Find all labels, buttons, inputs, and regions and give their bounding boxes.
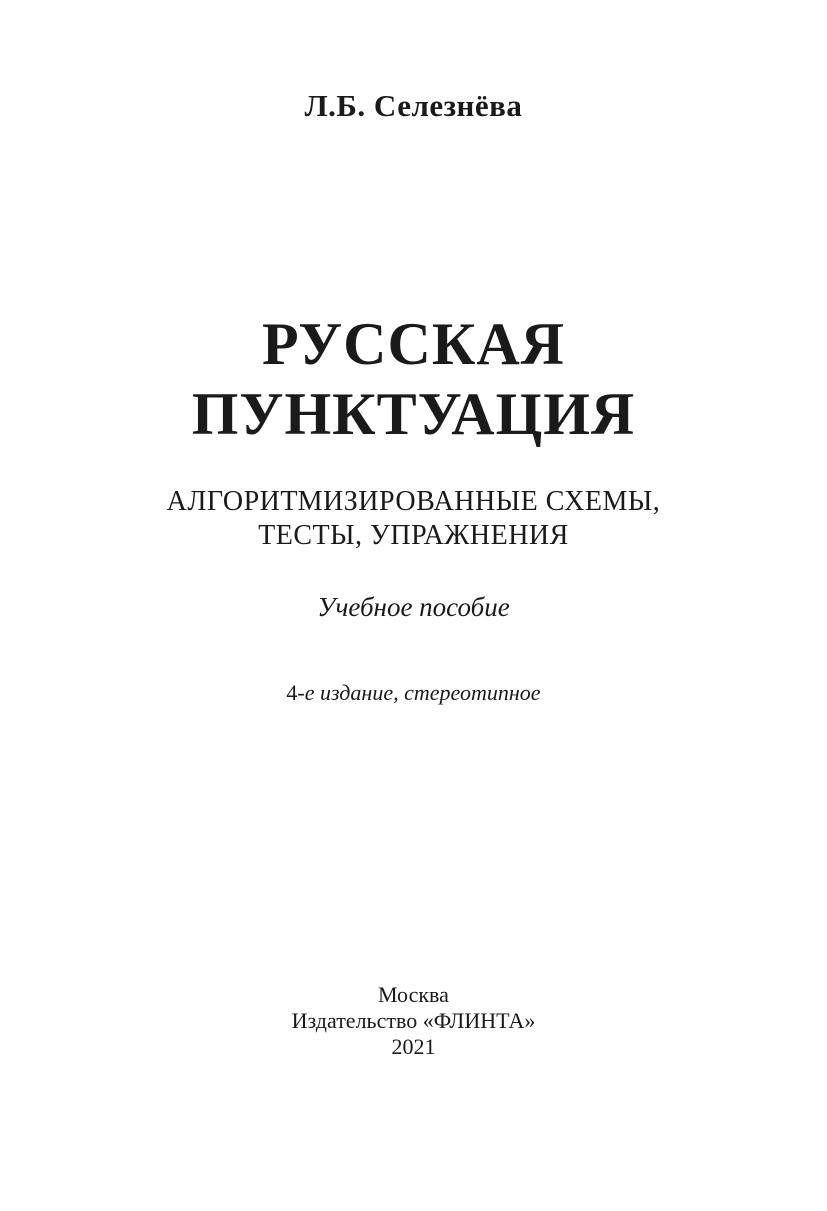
book-subtitle-line-1: АЛГОРИТМИЗИРОВАННЫЕ СХЕМЫ, <box>166 486 661 517</box>
author-name: Л.Б. Селезнёва <box>304 88 523 123</box>
imprint-publisher: Издательство «ФЛИНТА» <box>291 1008 536 1033</box>
imprint-year: 2021 <box>391 1034 436 1059</box>
book-subtitle-line-2: ТЕСТЫ, УПРАЖНЕНИЯ <box>258 520 569 551</box>
imprint-city: Москва <box>378 982 449 1007</box>
book-genre: Учебное пособие <box>317 592 510 622</box>
book-title-line-2: ПУНКТУАЦИЯ <box>191 381 636 447</box>
edition-note <box>0 680 827 706</box>
edition-text: е издание, стереотипное <box>304 680 541 705</box>
book-title-line-1: РУССКАЯ <box>261 311 565 377</box>
edition-number: 4- <box>286 680 305 705</box>
